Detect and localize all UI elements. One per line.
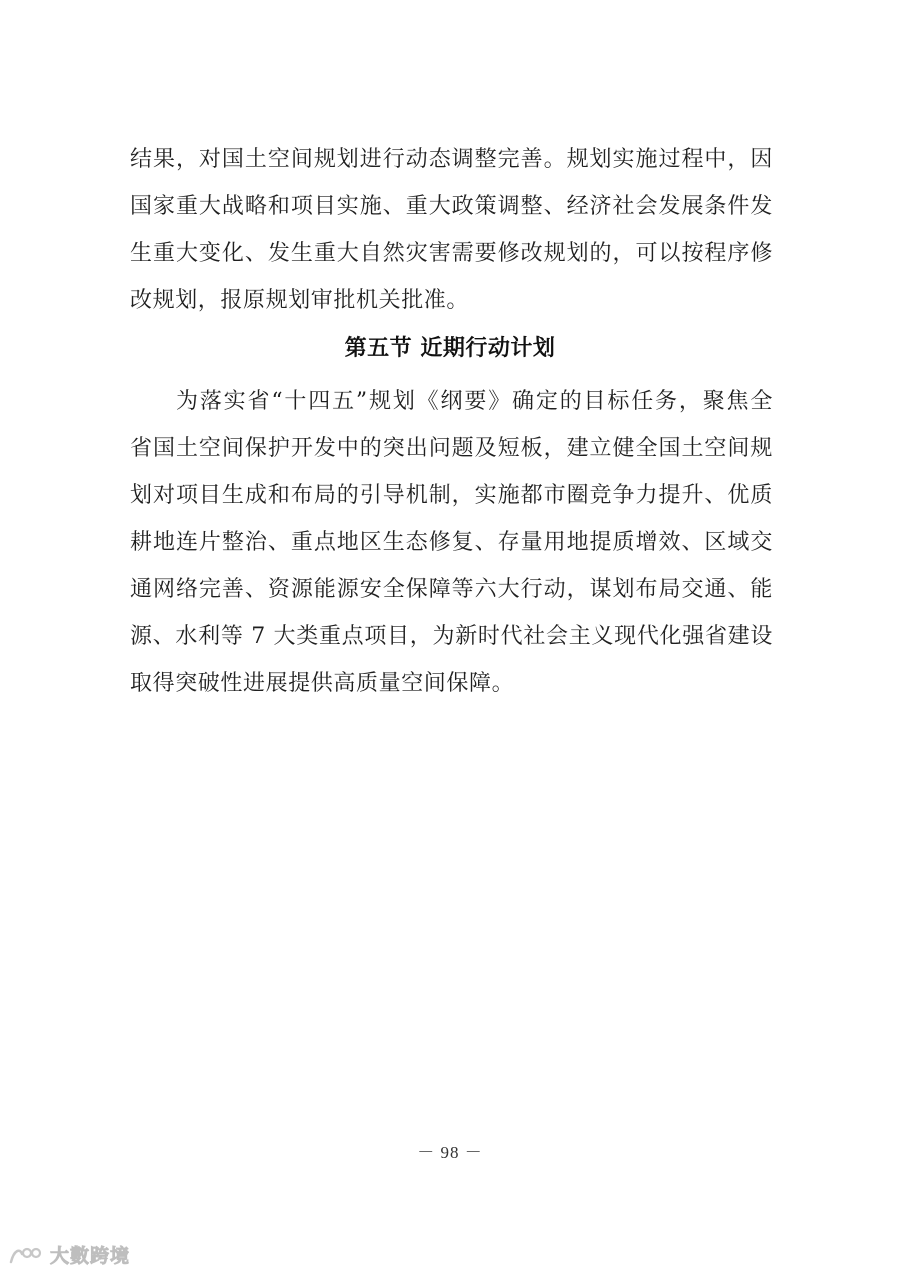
paragraph-line: 省国土空间保护开发中的突出问题及短板，建立健全国土空间规 (130, 436, 773, 461)
section-heading: 第五节 近期行动计划 (344, 336, 556, 361)
paragraph-line: 取得突破性进展提供高质量空间保障。 (130, 671, 515, 696)
watermark-text: 大數跨境 (50, 1245, 131, 1267)
paragraph-line: 改规划，报原规划审批机关批准。 (130, 288, 470, 313)
page-number: － 98 － (417, 1143, 483, 1162)
watermark (8, 1241, 130, 1268)
paragraph-line: 源、水利等 7 大类重点项目，为新时代社会主义现代化强省建设 (130, 624, 773, 649)
paragraph-line: 国家重大战略和项目实施、重大政策调整、经济社会发展条件发 (130, 194, 773, 219)
dashuju-logo-icon (8, 1244, 44, 1266)
paragraph-line: 通网络完善、资源能源安全保障等六大行动，谋划布局交通、能 (130, 577, 773, 602)
paragraph-line: 为落实省“十四五”规划《纲要》确定的目标任务，聚焦全 (176, 389, 773, 414)
paragraph-line: 结果，对国土空间规划进行动态调整完善。规划实施过程中，因 (130, 147, 773, 172)
paragraph-line: 划对项目生成和布局的引导机制，实施都市圈竞争力提升、优质 (130, 483, 773, 508)
paragraph-line: 生重大变化、发生重大自然灾害需要修改规划的，可以按程序修 (130, 241, 773, 266)
paragraph-line: 耕地连片整治、重点地区生态修复、存量用地提质增效、区域交 (130, 530, 773, 555)
